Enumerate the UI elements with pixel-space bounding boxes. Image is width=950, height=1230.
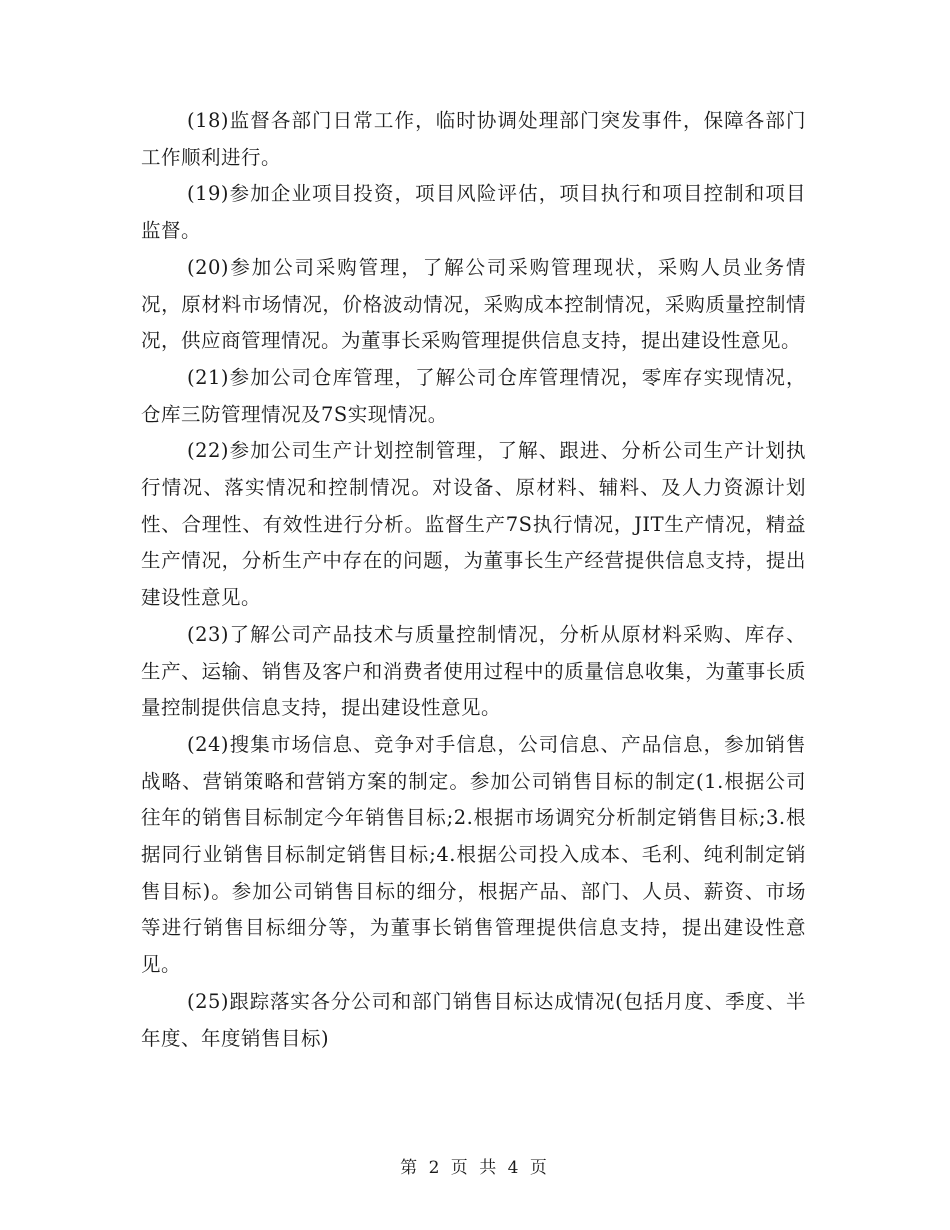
document-body [141,103,806,1057]
paragraph-21: (21)参加公司仓库管理，了解公司仓库管理情况，零库存实现情况，仓库三防管理情况及7S实现情况。 [141,365,806,426]
paragraph-22: (22)参加公司生产计划控制管理，了解、跟进、分析公司生产计划执行情况、落实情况和控制情况。对设备、原材料、辅料、及人力资源计划性、合理性、有效性进行分析。监督生产7S执行情况，JIT生产情况，精益生产情况，分析生产中存在的问题，为董事长生产经营提供信息支持，提出建设性意见。 [141,439,806,610]
paragraph-20: (20)参加公司采购管理，了解公司采购管理现状，采购人员业务情况，原材料市场情况，价格波动情况，采购成本控制情况，采购质量控制情况，供应商管理情况。为董事长采购管理提供信息支持，提出建设性意见。 [141,255,806,353]
paragraph-24: (24)搜集市场信息、竞争对手信息，公司信息、产品信息，参加销售战略、营销策略和营销方案的制定。参加公司销售目标的制定(1.根据公司往年的销售目标制定今年销售目标;2.根据市场调究分析制定销售目标;3.根据同行业销售目标制定销售目标;4.根据公司投入成本、毛利、纯利制定销售目标)。参加公司销售目标的细分，根据产品、部门、人员、薪资、市场等进行销售目标细分等，为董事长销售管理提供信息支持，提出建设性意见。 [141,732,806,977]
paragraph-19: (19)参加企业项目投资，项目风险评估，项目执行和项目控制和项目监督。 [141,182,806,243]
paragraph-25: (25)跟踪落实各分公司和部门销售目标达成情况(包括月度、季度、半年度、年度销售目标) [141,989,806,1050]
page-number-footer: 第 2 页 共 4 页 [400,1158,550,1178]
paragraph-18: (18)监督各部门日常工作，临时协调处理部门突发事件，保障各部门工作顺利进行。 [141,109,806,169]
paragraph-23: (23)了解公司产品技术与质量控制情况，分析从原材料采购、库存、生产、运输、销售及客户和消费者使用过程中的质量信息收集，为董事长质量控制提供信息支持，提出建设性意见。 [141,622,806,720]
